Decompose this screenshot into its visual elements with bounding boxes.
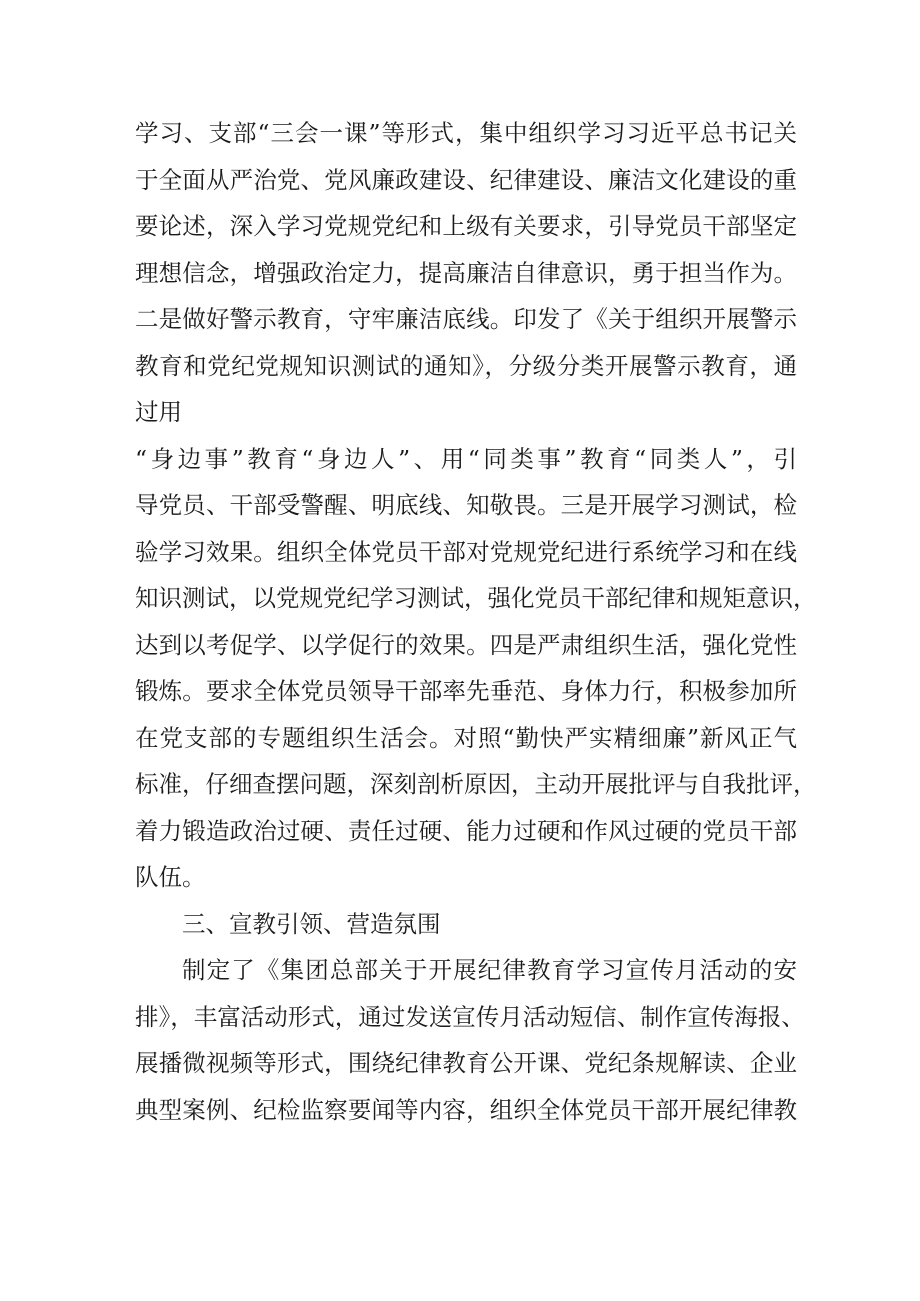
text-line: 学习、支部“三会一课”等形式，集中组织学习习近平总书记关 — [135, 119, 797, 147]
text-line: 理想信念，增强政治定力，提高廉洁自律意识，勇于担当作为。 — [135, 258, 797, 287]
document-body — [135, 110, 817, 1133]
text-line: 着力锻造政治过硬、责任过硬、能力过硬和作风过硬的党员干部 — [135, 816, 797, 845]
text-line: 于全面从严治党、党风廉政建设、纪律建设、廉洁文化建设的重 — [135, 165, 797, 194]
text-line: 标准，仔细查摆问题，深刻剖析原因，主动开展批评与自我批评， — [135, 770, 817, 798]
text-line: 达到以考促学、以学促行的效果。四是严肃组织生活，强化党性 — [135, 630, 797, 659]
text-line: 要论述，深入学习党规党纪和上级有关要求，引导党员干部坚定 — [135, 212, 797, 240]
text-line: 展播微视频等形式，围绕纪律教育公开课、党纪条规解读、企业 — [135, 1049, 797, 1077]
section-heading: 三、宣教引领、营造氛围 — [182, 909, 441, 938]
text-line: 验学习效果。组织全体党员干部对党规党纪进行系统学习和在线 — [135, 537, 797, 566]
text-line: 典型案例、纪检监察要闻等内容，组织全体党员干部开展纪律教 — [135, 1095, 797, 1124]
text-line: “身边事”教育“身边人”、用“同类事”教育“同类人”，引 — [135, 444, 797, 473]
text-line: 知识测试，以党规党纪学习测试，强化党员干部纪律和规矩意识， — [135, 584, 817, 612]
text-line: 导党员、干部受警醒、明底线、知敬畏。三是开展学习测试，检 — [135, 491, 797, 519]
text-line: 在党支部的专题组织生活会。对照“勤快严实精细廉”新风正气 — [135, 723, 797, 752]
paragraph-first-line: 制定了《集团总部关于开展纪律教育学习宣传月活动的安 — [182, 956, 797, 984]
text-line: 队伍。 — [135, 863, 206, 891]
text-line: 教育和党纪党规知识测试的通知》，分级分类开展警示教育，通 — [135, 351, 797, 380]
text-line: 二是做好警示教育，守牢廉洁底线。印发了《关于组织开展警示 — [135, 305, 797, 333]
text-line: 锻炼。要求全体党员领导干部率先垂范、身体力行，积极参加所 — [135, 677, 797, 705]
text-line: 过用 — [135, 398, 182, 426]
text-line: 排》，丰富活动形式，通过发送宣传月活动短信、制作宣传海报、 — [135, 1002, 805, 1031]
